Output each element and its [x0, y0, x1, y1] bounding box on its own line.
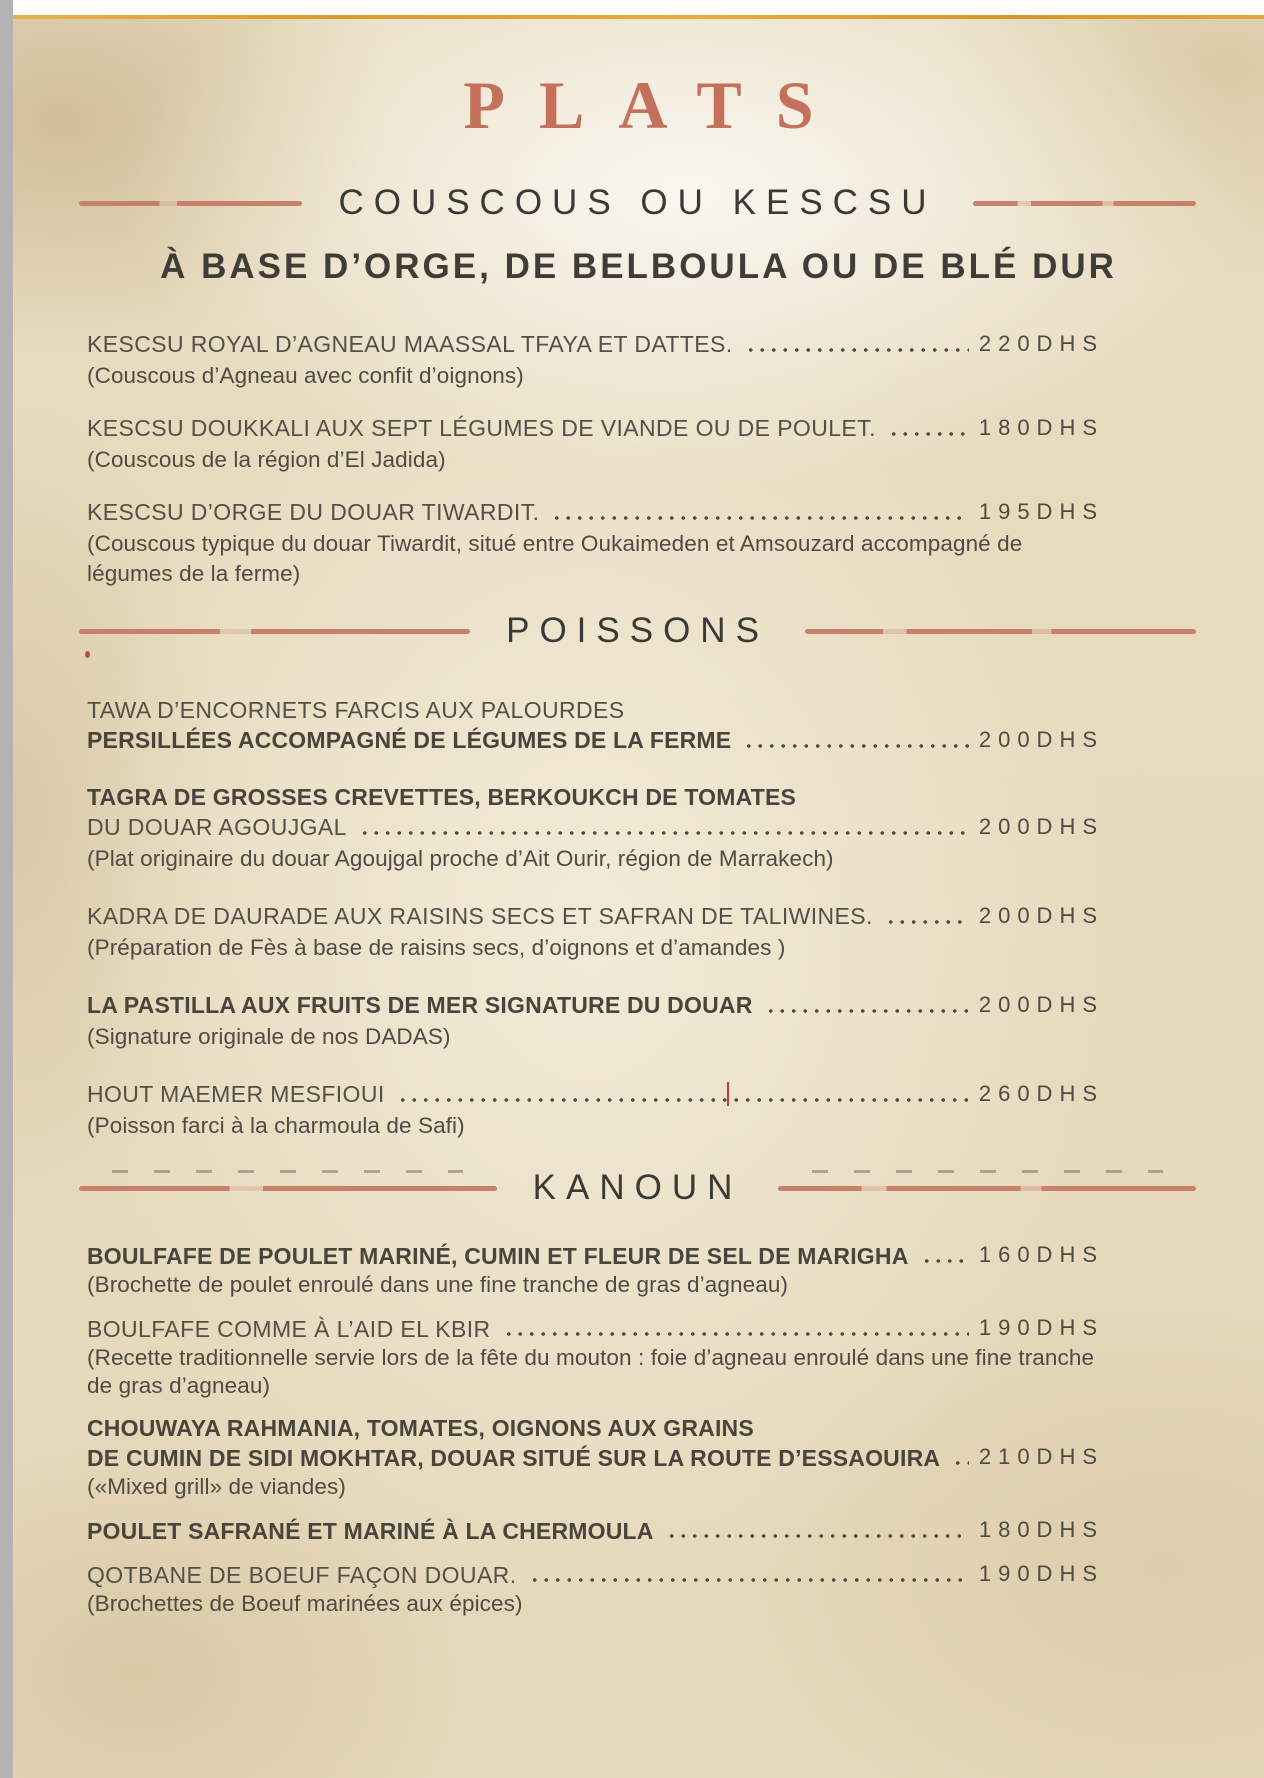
item-price: 210DHS — [978, 1444, 1104, 1469]
menu-items — [87, 1240, 1104, 1618]
section-title: POISSONS — [506, 611, 769, 650]
dot-leader — [743, 742, 969, 748]
dot-leader — [921, 1257, 969, 1263]
item-name: CHOUWAYA RAHMANIA, TOMATES, OIGNONS AUX GRAINS — [87, 1415, 754, 1441]
item-name: LA PASTILLA AUX FRUITS DE MER SIGNATURE DU DOUAR — [87, 992, 753, 1018]
menu-item — [87, 1240, 1104, 1299]
scan-edge-top — [13, 0, 1264, 15]
item-price: 190DHS — [978, 1561, 1104, 1586]
menu-item — [87, 695, 1104, 755]
menu-items — [87, 695, 1104, 1141]
dot-leader — [666, 1532, 969, 1538]
menu-section-poissons — [13, 611, 1264, 1141]
item-price-row — [87, 901, 1104, 931]
item-name: PERSILLÉES ACCOMPAGNÉ DE LÉGUMES DE LA FERME — [87, 727, 732, 753]
dot-leader — [885, 918, 969, 924]
item-name: BOULFAFE DE POULET MARINÉ, CUMIN ET FLEUR DE SEL DE MARIGHA — [87, 1243, 909, 1269]
section-divider-right — [973, 201, 1196, 206]
item-price-row — [87, 1559, 1104, 1589]
menu-item — [87, 990, 1104, 1052]
item-name: QOTBANE DE BOEUF FAÇON DOUAR. — [87, 1562, 517, 1588]
scan-artifact-line — [727, 1082, 729, 1106]
menu-item — [87, 1079, 1104, 1141]
menu-items — [87, 329, 1104, 589]
item-price: 260DHS — [978, 1081, 1104, 1106]
item-price: 200DHS — [978, 814, 1104, 839]
menu-item — [87, 497, 1104, 589]
section-divider-left — [79, 201, 302, 206]
item-description: (Poisson farci à la charmoula de Safi) — [87, 1113, 465, 1138]
menu-sections — [13, 183, 1264, 1618]
item-name: DU DOUAR AGOUJGAL — [87, 814, 347, 840]
item-price: 190DHS — [978, 1315, 1104, 1340]
dot-leader — [397, 1096, 969, 1102]
item-price-row — [87, 413, 1104, 443]
dot-leader — [888, 430, 969, 436]
menu-item — [87, 1313, 1104, 1400]
menu-item — [87, 1559, 1104, 1618]
dot-leader — [503, 1330, 969, 1336]
item-name: HOUT MAEMER MESFIOUI — [87, 1081, 385, 1107]
gold-top-rule — [13, 15, 1264, 19]
item-description: (Signature originale de nos DADAS) — [87, 1024, 451, 1049]
section-header-poissons — [79, 611, 1196, 651]
section-header-kanoun — [79, 1168, 1196, 1208]
item-price: 200DHS — [978, 727, 1104, 752]
item-description: (Couscous de la région d’El Jadida) — [87, 447, 446, 472]
page-title: PLATS — [463, 67, 848, 143]
item-name: POULET SAFRANÉ ET MARINÉ À LA CHERMOULA — [87, 1518, 654, 1544]
menu-item — [87, 413, 1104, 475]
item-price-row — [87, 812, 1104, 842]
item-price: 160DHS — [978, 1242, 1104, 1267]
section-divider-right — [778, 1186, 1196, 1191]
item-description: (Couscous typique du douar Tiwardit, situé entre Oukaimeden et Amsouzard accompagné de légumes de la ferme) — [87, 531, 1023, 586]
section-divider-left — [79, 629, 470, 634]
dot-leader — [952, 1459, 969, 1465]
scan-edge-left — [0, 0, 13, 1778]
menu-section-couscous — [13, 183, 1264, 589]
item-price-row — [87, 497, 1104, 527]
item-price: 180DHS — [978, 1517, 1104, 1542]
dot-leader — [551, 514, 968, 520]
item-name: BOULFAFE COMME À L’AID EL KBIR — [87, 1316, 491, 1342]
menu-item — [87, 901, 1104, 963]
item-price: 195DHS — [978, 499, 1104, 524]
section-title: KANOUN — [532, 1168, 743, 1207]
item-description: (Plat originaire du douar Agoujgal proche d’Ait Ourir, région de Marrakech) — [87, 846, 834, 871]
item-price: 200DHS — [978, 903, 1104, 928]
item-price-row — [87, 1240, 1104, 1270]
section-subtitle: À BASE D’ORGE, DE BELBOULA OU DE BLÉ DUR — [160, 247, 1117, 286]
menu-section-kanoun — [13, 1168, 1264, 1618]
dot-leader — [529, 1576, 969, 1582]
item-name: KESCSU D’ORGE DU DOUAR TIWARDIT. — [87, 499, 540, 525]
item-price-row — [87, 1515, 1104, 1545]
section-title: COUSCOUS OU KESCSU — [338, 183, 937, 222]
item-price-row — [87, 1313, 1104, 1343]
item-price-row — [87, 1079, 1104, 1109]
section-divider-left — [79, 1186, 497, 1191]
item-name: KESCSU ROYAL D’AGNEAU MAASSAL TFAYA ET DATTES. — [87, 331, 733, 357]
section-header-couscous — [79, 183, 1196, 223]
item-name: TAWA D’ENCORNETS FARCIS AUX PALOURDES — [87, 697, 625, 723]
item-name: TAGRA DE GROSSES CREVETTES, BERKOUKCH DE TOMATES — [87, 784, 797, 810]
item-name: DE CUMIN DE SIDI MOKHTAR, DOUAR SITUÉ SUR LA ROUTE D’ESSAOUIRA — [87, 1445, 941, 1471]
item-price-row — [87, 990, 1104, 1020]
item-name: KESCSU DOUKKALI AUX SEPT LÉGUMES DE VIANDE OU DE POULET. — [87, 415, 876, 441]
dot-leader — [745, 346, 969, 352]
dot-leader — [359, 829, 969, 835]
menu-page — [13, 15, 1264, 1778]
item-description: («Mixed grill» de viandes) — [87, 1474, 346, 1499]
item-price-row — [87, 1442, 1104, 1472]
item-description: (Brochettes de Boeuf marinées aux épices) — [87, 1591, 523, 1616]
item-price: 180DHS — [978, 415, 1104, 440]
item-description: (Couscous d’Agneau avec confit d’oignons) — [87, 363, 524, 388]
item-description: (Recette traditionnelle servie lors de la fête du mouton : foie d’agneau enroulé dans une fine tranche de gras d’agneau) — [87, 1345, 1095, 1398]
menu-item — [87, 782, 1104, 874]
menu-item — [87, 1515, 1104, 1545]
item-price-row — [87, 329, 1104, 359]
item-price: 220DHS — [978, 331, 1104, 356]
menu-item — [87, 1414, 1104, 1501]
section-divider-right — [805, 629, 1196, 634]
item-price: 200DHS — [978, 992, 1104, 1017]
dot-leader — [765, 1007, 969, 1013]
menu-item — [87, 329, 1104, 391]
item-description: (Brochette de poulet enroulé dans une fine tranche de gras d’agneau) — [87, 1272, 789, 1297]
ink-dot-artifact — [85, 651, 90, 658]
item-description: (Préparation de Fès à base de raisins secs, d’oignons et d’amandes ) — [87, 935, 786, 960]
item-price-row — [87, 725, 1104, 755]
item-name: KADRA DE DAURADE AUX RAISINS SECS ET SAFRAN DE TALIWINES. — [87, 903, 873, 929]
